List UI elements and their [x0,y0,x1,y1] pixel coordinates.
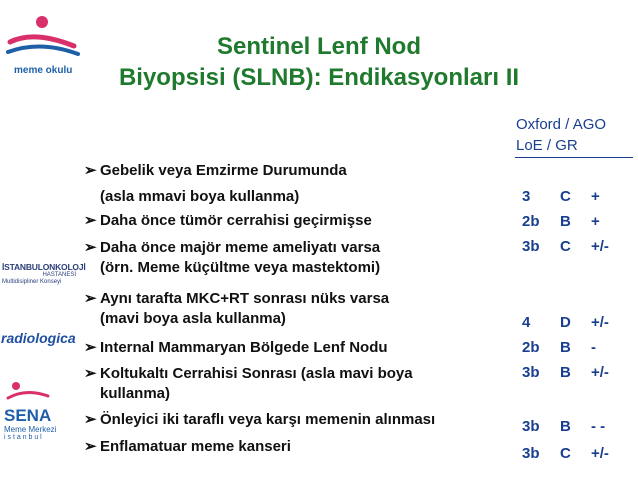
column-header-line2: LoE / GR [516,137,578,154]
recommendation-value: - [591,339,596,356]
radiologica-logo: radiologica [1,330,76,346]
list-item-text: Aynı tarafta MKC+RT sonrası nüks varsa [100,290,390,307]
recommendation-value: +/- [591,364,609,381]
list-item [84,238,504,278]
list-item [84,161,504,181]
loe-value: 3b [522,445,540,462]
loe-value: 3 [522,188,531,205]
list-item [84,338,504,358]
sena-emblem-icon [4,380,64,402]
page-title-line2: Biyopsisi (SLNB): Endikasyonları II [118,64,520,91]
list-item [84,187,504,207]
grade-value: C [560,238,571,255]
arrow-bullet-icon: ➢ [84,290,97,307]
grade-value: B [560,213,571,230]
istanbul-onkoloji-name: İSTANBULONKOLOJİ [2,262,86,272]
sena-subtitle: Meme Merkezi [4,425,57,434]
arrow-bullet-icon: ➢ [84,339,97,356]
list-item [84,289,504,329]
arrow-bullet-icon: ➢ [84,239,97,256]
recommendation-value: - - [591,418,606,435]
istanbul-onkoloji-logo [2,262,86,286]
grade-value: B [560,418,571,435]
list-item-text-continued: kullanma) [100,385,171,402]
loe-value: 2b [522,339,540,356]
recommendation-value: + [591,213,600,230]
arrow-bullet-icon: ➢ [84,438,97,455]
istanbul-onkoloji-hospital: HASTANESİ [42,272,76,278]
list-item-text: (asla mmavi boya kullanma) [100,188,300,205]
list-item [84,410,504,430]
sena-city: i s t a n b u l [4,434,42,441]
recommendation-value: +/- [591,314,609,331]
grade-value: B [560,364,571,381]
list-item-text: Daha önce tümör cerrahisi geçirmişse [100,212,372,229]
list-item [84,211,504,231]
list-item-text: Gebelik veya Emzirme Durumunda [100,162,347,179]
grade-value: C [560,188,571,205]
list-item [84,364,504,404]
loe-value: 2b [522,213,540,230]
istanbul-onkoloji-council: Multidisipliner Konseyi [2,279,62,285]
arrow-bullet-icon: ➢ [84,411,97,428]
arrow-bullet-icon: ➢ [84,212,97,229]
list-item-text: Koltukaltı Cerrahisi Sonrası (asla mavi boya [100,365,413,382]
list-item-text: Enflamatuar meme kanseri [100,438,291,455]
sena-name: SENA [4,406,52,425]
grade-value: B [560,339,571,356]
arrow-bullet-icon: ➢ [84,162,97,179]
list-item-text: Önleyici iki taraflı veya karşı memenin alınması [100,411,436,428]
arrow-bullet-icon: ➢ [84,365,97,382]
loe-value: 3b [522,364,540,381]
recommendation-value: +/- [591,238,609,255]
list-item [84,437,504,457]
list-item-text-continued: (örn. Meme küçültme veya mastektomi) [100,259,381,276]
sena-logo [4,380,72,441]
list-item-text: Daha önce majör meme ameliyatı varsa [100,239,381,256]
grade-value: C [560,445,571,462]
loe-value: 4 [522,314,531,331]
loe-value: 3b [522,418,540,435]
list-item-text: Internal Mammaryan Bölgede Lenf Nodu [100,339,388,356]
column-header-line1: Oxford / AGO [516,116,607,133]
loe-value: 3b [522,238,540,255]
recommendation-value: +/- [591,445,609,462]
grade-value: D [560,314,571,331]
list-item-text-continued: (mavi boya asla kullanma) [100,310,286,327]
meme-okulu-text: meme okulu [14,65,73,76]
header-divider [515,157,633,158]
page-title-line1: Sentinel Lenf Nod [217,33,421,60]
recommendation-value: + [591,188,600,205]
